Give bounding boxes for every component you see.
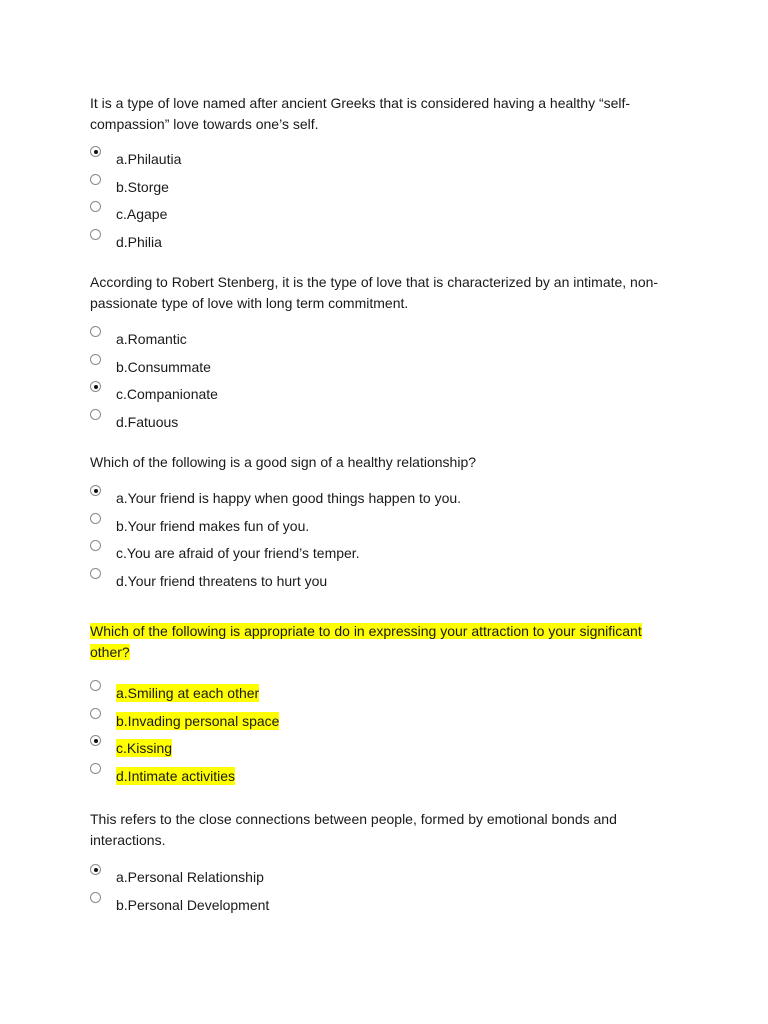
option-b[interactable]: [90, 708, 680, 736]
question-2: [90, 272, 680, 436]
radio-button[interactable]: [90, 708, 101, 719]
option-label: c.Agape: [116, 206, 168, 222]
options-list: [90, 864, 680, 919]
question-4: [90, 621, 680, 790]
option-label: b.Invading personal space: [116, 712, 280, 729]
radio-button[interactable]: [90, 568, 101, 579]
options-list: [90, 680, 680, 790]
option-label: a.Romantic: [116, 331, 187, 347]
option-label: a.Your friend is happy when good things happen to you.: [116, 490, 462, 506]
option-b[interactable]: [90, 513, 680, 541]
option-a[interactable]: [90, 146, 680, 174]
radio-button-checked[interactable]: [90, 381, 101, 392]
option-label: d.Philia: [116, 233, 162, 250]
question-text: Which of the following is a good sign of a healthy relationship?: [90, 454, 477, 470]
question-text: According to Robert Stenberg, it is the type of love that is characterized by an intimate, non-passionate type of love with long term commitment.: [90, 274, 659, 311]
options-list: [90, 146, 680, 256]
radio-button-checked[interactable]: [90, 735, 101, 746]
options-list: [90, 326, 680, 436]
option-label: c.Companionate: [116, 386, 218, 402]
option-c[interactable]: [90, 735, 680, 763]
option-d[interactable]: [90, 763, 680, 791]
radio-button[interactable]: [90, 354, 101, 365]
question-1: [90, 93, 680, 256]
option-label: b.Consummate: [116, 358, 211, 375]
radio-button-checked[interactable]: [90, 864, 101, 875]
option-b[interactable]: [90, 354, 680, 382]
option-b[interactable]: [90, 174, 680, 202]
option-a[interactable]: [90, 864, 680, 892]
highlighted-text: Which of the following is appropriate to do in expressing your attraction to your significant other?: [90, 623, 642, 660]
question-text: [90, 621, 680, 663]
option-b[interactable]: [90, 892, 680, 920]
radio-button[interactable]: [90, 326, 101, 337]
radio-button[interactable]: [90, 763, 101, 774]
radio-button[interactable]: [90, 174, 101, 185]
option-label: a.Personal Relationship: [116, 869, 264, 885]
question-5: [90, 809, 680, 919]
option-c[interactable]: [90, 540, 680, 568]
radio-button[interactable]: [90, 680, 101, 691]
option-a[interactable]: [90, 680, 680, 708]
radio-button[interactable]: [90, 229, 101, 240]
option-label: b.Personal Development: [116, 896, 270, 913]
option-label: d.Intimate activities: [116, 767, 236, 784]
radio-button[interactable]: [90, 513, 101, 524]
option-d[interactable]: [90, 229, 680, 257]
option-c[interactable]: [90, 381, 680, 409]
option-label: c.Kissing: [116, 740, 173, 756]
option-c[interactable]: [90, 201, 680, 229]
radio-button[interactable]: [90, 201, 101, 212]
radio-button[interactable]: [90, 409, 101, 420]
option-d[interactable]: [90, 568, 680, 596]
option-a[interactable]: [90, 326, 680, 354]
option-label: b.Your friend makes fun of you.: [116, 517, 310, 534]
option-a[interactable]: [90, 485, 680, 513]
option-label: d.Your friend threatens to hurt you: [116, 572, 328, 589]
option-label: a.Philautia: [116, 151, 182, 167]
option-label: d.Fatuous: [116, 413, 179, 430]
radio-button[interactable]: [90, 540, 101, 551]
radio-button-checked[interactable]: [90, 146, 101, 157]
option-label: b.Storge: [116, 178, 169, 195]
question-3: [90, 452, 680, 595]
radio-button-checked[interactable]: [90, 485, 101, 496]
option-d[interactable]: [90, 409, 680, 437]
option-label: a.Smiling at each other: [116, 685, 260, 701]
options-list: [90, 485, 680, 595]
option-label: c.You are afraid of your friend’s temper.: [116, 545, 360, 561]
question-text: It is a type of love named after ancient Greeks that is considered having a healthy “self-compassion” love towards one’s self.: [90, 95, 631, 132]
radio-button[interactable]: [90, 892, 101, 903]
question-text: This refers to the close connections between people, formed by emotional bonds and interactions.: [90, 811, 617, 848]
